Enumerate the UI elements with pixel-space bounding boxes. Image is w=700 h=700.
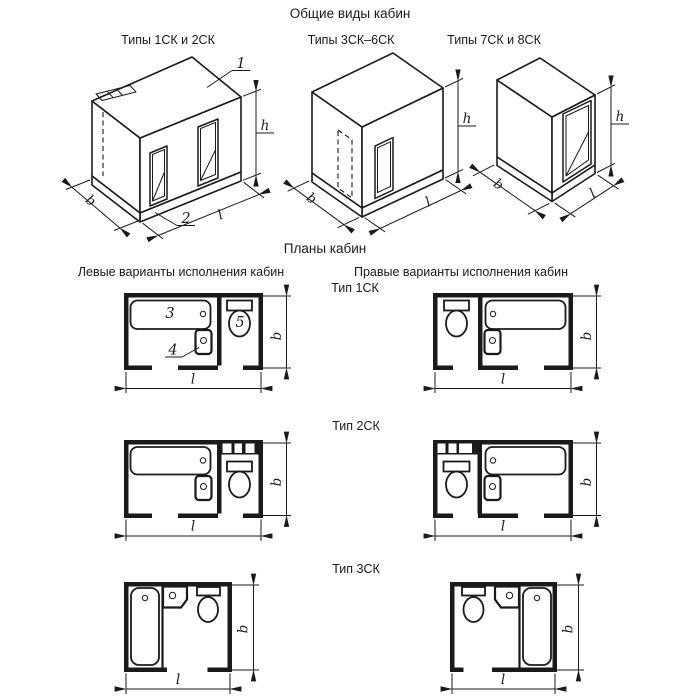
dim-label-b: b [579, 477, 595, 487]
dim-label-h: h [615, 109, 625, 125]
dim-label-l: l [215, 207, 226, 224]
plan-1sk-left [124, 293, 291, 393]
left-variants-header: Левые варианты исполнения кабин [77, 265, 285, 279]
plan-type-3sk-label: Тип 3СК [332, 562, 380, 576]
iso-label-7sk-8sk: Типы 7СК и 8СК [447, 33, 541, 47]
dim-label-l: l [500, 672, 506, 688]
toilet-bowl [464, 597, 484, 622]
iso-label-3sk-6sk: Типы 3СК–6СК [307, 33, 395, 47]
toilet-cistern [444, 301, 469, 311]
dim-label-h: h [462, 111, 472, 127]
iso-view-7sk-8sk [473, 58, 629, 217]
dim-label-b: b [560, 624, 577, 634]
iso-label-1sk-2sk: Типы 1СК и 2СК [121, 33, 215, 47]
toilet-cistern [197, 587, 220, 596]
plan-3sk-left [124, 582, 259, 694]
dim-label-l: l [586, 185, 599, 202]
toilet-bowl [446, 472, 467, 498]
dim-label-l: l [500, 371, 506, 388]
general-views-title: Общие виды кабин [289, 6, 411, 21]
plan-2sk-right [433, 440, 601, 541]
dim-label-l: l [190, 371, 196, 388]
washbasin [485, 330, 501, 354]
toilet-cistern [227, 462, 252, 472]
plan-3sk-right [450, 582, 584, 694]
dim-label-l: l [422, 194, 434, 211]
callout-roof-panel: 1 [236, 56, 246, 72]
washbasin [196, 330, 212, 354]
toilet-cistern [227, 301, 252, 311]
toilet-cistern [462, 587, 485, 596]
bathtub [486, 447, 566, 475]
bathtub [523, 588, 551, 665]
right-variants-header: Правые варианты исполнения кабин [353, 265, 569, 279]
bathtub [131, 588, 159, 665]
washbasin [196, 476, 212, 500]
dim-label-l: l [500, 518, 506, 535]
callout-washbasin: 4 [168, 342, 178, 359]
dim-label-b: b [303, 189, 320, 208]
plan-1sk-right [433, 293, 601, 393]
toilet-bowl [446, 311, 467, 337]
iso-view-1sk-2sk [66, 56, 274, 239]
plans-title: Планы кабин [283, 241, 367, 256]
plan-2sk-left [124, 440, 291, 541]
dim-label-b: b [490, 175, 507, 194]
bathtub [131, 447, 211, 475]
plan-type-1sk-label: Тип 1СК [331, 281, 379, 295]
dim-label-b: b [579, 331, 595, 341]
callout-bath: 3 [165, 306, 175, 322]
dim-label-l: l [190, 518, 196, 535]
iso-view-3sk-6sk [288, 53, 476, 232]
toilet-bowl [198, 597, 218, 622]
washbasin [485, 476, 501, 500]
dim-label-b: b [269, 331, 285, 341]
bathtub [486, 301, 566, 330]
dim-label-b: b [269, 477, 285, 487]
plan-type-2sk-label: Тип 2СК [332, 419, 380, 433]
toilet-cistern [444, 462, 470, 472]
dim-label-l: l [175, 672, 181, 688]
callout-toilet: 5 [235, 315, 245, 331]
dim-label-h: h [260, 118, 270, 134]
callout-base: 2 [181, 211, 191, 227]
dim-label-b: b [82, 191, 99, 210]
toilet-bowl [229, 472, 250, 498]
dim-label-b: b [235, 624, 252, 634]
